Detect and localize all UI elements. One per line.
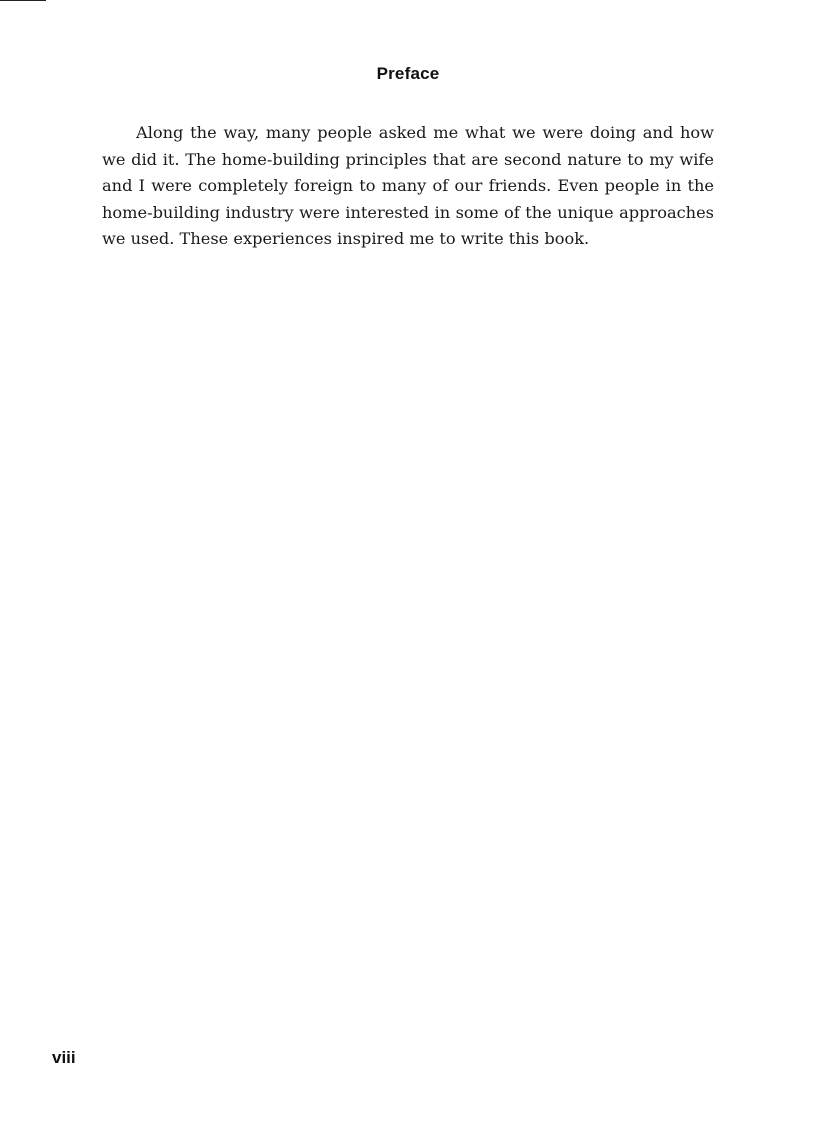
body-paragraph: Along the way, many people asked me what we were doing and how we did it. The home-building principles that are second nature to my wife and I were completely foreign to many of our friends. Even people in the home-building industry were interested in some of the unique approaches we used. These experiences inspired me to write this book. [102, 123, 714, 248]
running-head-title: Preface [376, 64, 440, 83]
page-number: viii [52, 1048, 76, 1067]
corner-crop-rule [0, 0, 46, 1]
